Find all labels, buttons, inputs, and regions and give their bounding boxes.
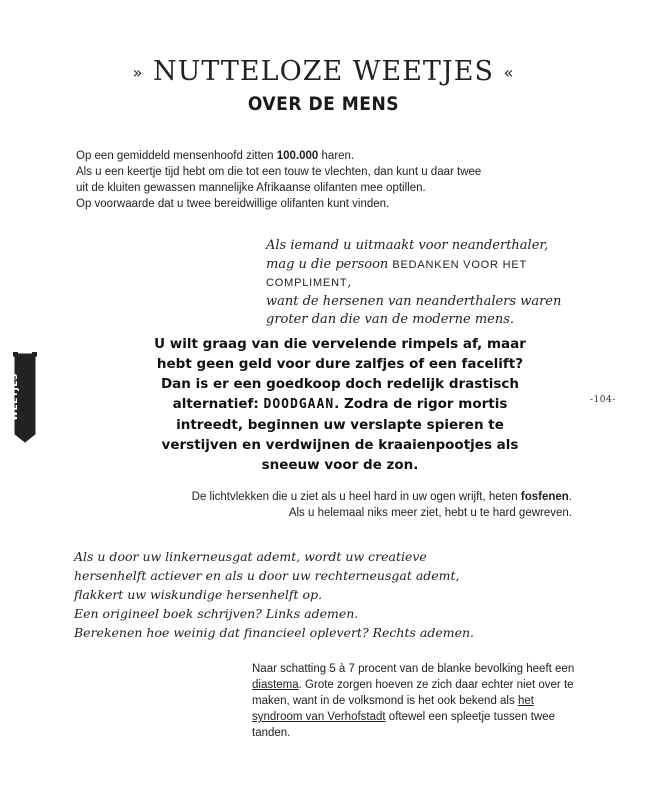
fact-hair <box>76 148 496 212</box>
title-text: NUTTELOZE WEETJES <box>153 56 494 87</box>
side-tab-label: WEETJES <box>10 373 20 421</box>
fact-neanderthal-t3: , <box>347 275 352 290</box>
fact-nostril-t3: Berekenen hoe weinig dat financieel oplevert? Rechts ademen. <box>74 625 475 640</box>
verhofstadt-link[interactable]: het syndroom van Verhofstadt <box>252 695 534 723</box>
fact-hair-number: 100.000 <box>276 150 319 162</box>
fact-phosphenes-t1: De lichtvlekken die u ziet als u heel hard in uw ogen wrijft, heten <box>191 491 521 503</box>
page-number: -104- <box>590 395 616 405</box>
page-subtitle: OVER DE MENS <box>247 93 400 115</box>
fact-phosphenes-t3: Als u helemaal niks meer ziet, hebt u te hard gewreven. <box>288 507 572 519</box>
fact-hair-t1: Op een gemiddeld mensenhoofd zitten <box>76 150 277 162</box>
fact-wrinkles-t2: . Zodra de rigor mortis intreedt, beginnen uw verslapte spieren te verstijven en verdwijnen de kraaienpootjes als sneeuw voor de zon. <box>161 396 519 473</box>
fact-phosphenes <box>150 489 572 521</box>
fact-wrinkles-highlight: DOODGAAN <box>263 397 335 412</box>
fact-hair-t2: haren. <box>318 150 355 162</box>
fact-wrinkles <box>150 334 530 475</box>
fact-wrinkles-t1: U wilt graag van die vervelende rimpels af, maar hebt geen geld voor dure zalfjes of een facelift? Dan is er een goedkoop doch redelijk drastisch alternatief: <box>154 336 526 412</box>
fact-neanderthal-t4: want de hersenen van neanderthalers waren groter dan die van de moderne mens. <box>266 293 562 327</box>
chevron-left-icon: » <box>132 63 144 82</box>
fact-diastema-t3: oftewel een spleetje tussen twee tanden. <box>252 711 556 739</box>
fact-phosphenes-t2: . <box>568 491 572 503</box>
fact-phosphenes-term: fosfenen <box>520 491 569 503</box>
fact-diastema <box>252 661 582 741</box>
fact-hair-t4: Op voorwaarde dat u twee bereidwillige olifanten kunt vinden. <box>76 198 390 210</box>
fact-nostril-t1: Als u door uw linkerneusgat ademt, wordt uw creatieve hersenhelft actiever en als u door uw rechterneusgat ademt, flakkert uw wiskundige hersenhelft op. <box>74 549 460 602</box>
fact-neanderthal <box>266 237 596 330</box>
fact-hair-t3: Als u een keertje tijd hebt om die tot een touw te vlechten, dan kunt u daar twee uit de kluiten gewassen mannelijke Afrikaanse olifanten mee optillen. <box>76 166 482 194</box>
fact-neanderthal-t2: mag u die persoon <box>266 256 393 272</box>
fact-diastema-t2: . Grote zorgen hoeven ze zich daar echter niet over te maken, want in de volksmond is het ook bekend als <box>252 679 574 707</box>
fact-diastema-t1: Naar schatting 5 à 7 procent van de blanke bevolking heeft een <box>252 663 575 675</box>
diastema-link[interactable]: diastema <box>252 679 299 691</box>
fact-neanderthal-caps: BEDANKEN VOOR HET COMPLIMENT <box>266 258 527 289</box>
fact-nostril-t2: Een origineel boek schrijven? Links ademen. <box>74 606 359 621</box>
fact-neanderthal-t1: Als iemand u uitmaakt voor neanderthaler, <box>266 238 549 253</box>
fact-nostril <box>74 547 494 642</box>
chevron-right-icon: « <box>503 63 515 82</box>
page-title <box>0 56 647 87</box>
